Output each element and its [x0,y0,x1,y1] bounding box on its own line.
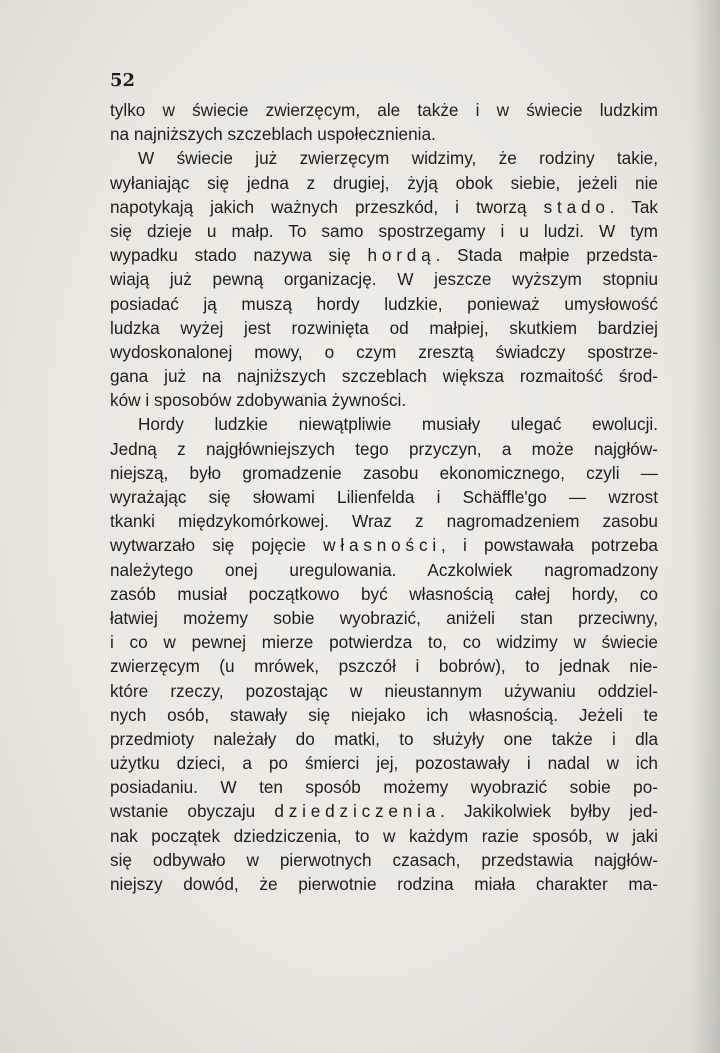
text-segment: wstanie obyczaju [110,801,275,822]
text-segment: gana już na najniższych szczeblach większa rozmaitość środ- [110,366,658,387]
text-line [110,364,658,388]
page-number: 52 [110,70,136,91]
text-segment: . Jakikolwiek byłby jed- [440,801,658,822]
text-segment: łatwiej możemy sobie wyobrazić, aniżeli stan przeciwny, [110,607,658,628]
text-segment: przedmioty należały do matki, to służyły one także i dla [110,728,658,749]
text-segment: niejszą, było gromadzenie zasobu ekonomicznego, czyli — [110,462,658,483]
text-line [110,582,658,606]
text-line [110,122,658,146]
text-line [110,533,658,557]
text-line [110,872,658,896]
text-segment: nak początek dziedziczenia, to w każdym razie sposób, w jaki [110,825,658,846]
text-segment: W świecie już zwierzęcym widzimy, że rodziny takie, [138,148,658,169]
text-line [110,461,658,485]
text-line [110,292,658,316]
text-segment: . Stada małpie przedsta- [435,245,658,266]
text-line [110,267,658,291]
text-segment: wyrażając się słowami Lilienfelda i Schäffle'go — wzrost [110,487,658,507]
text-segment: należytego onej uregulowania. Aczkolwiek nagromadzony [110,559,658,580]
text-line [110,509,658,533]
text-segment: zasób musiał początkowo być własnością całej hordy, co [110,583,658,604]
text-segment: ludzka wyżej jest rozwinięta od małpiej, skutkiem bardziej [110,317,658,338]
body-text [110,98,658,896]
text-line [110,98,658,122]
text-line [110,146,658,170]
emphasized-word: dziedziczenia [274,801,441,822]
text-line [110,243,658,267]
text-line [110,195,658,219]
text-line [110,388,658,412]
emphasized-word: stado [543,196,610,217]
text-line [110,630,658,654]
text-segment: , i powstawała potrzeba [441,535,658,556]
text-segment: wydoskonalonej mowy, o czym zresztą świadczy spostrze- [110,341,658,362]
text-segment: Jedną z najgłówniejszych tego przyczyn, a może najgłów- [110,438,658,459]
text-segment: wytwarzało się pojęcie [110,535,324,556]
text-line [110,727,658,751]
text-segment: wypadku stado nazywa się [110,245,368,266]
text-line [110,751,658,775]
text-segment: niejszy dowód, że pierwotnie rodzina miała charakter ma- [110,874,658,894]
text-line [110,412,658,436]
text-line [110,848,658,872]
text-segment: . Tak [609,196,658,217]
text-line [110,171,658,195]
text-line [110,654,658,678]
text-segment: tkanki międzykomórkowej. Wraz z nagromadzeniem zasobu [110,511,658,532]
text-segment: się odbywało w pierwotnych czasach, przedstawia najgłów- [110,849,658,870]
text-line [110,824,658,848]
text-segment: posiadać ją muszą hordy ludzkie, ponieważ umysłowość [110,293,658,314]
text-segment: się dzieje u małp. To samo spostrzegamy i u ludzi. W tym [110,220,658,241]
text-segment: Hordy ludzkie niewątpliwie musiały ulegać ewolucji. [138,414,658,435]
text-line [110,437,658,461]
text-segment: które rzeczy, pozostając w nieustannym używaniu oddziel- [110,680,658,701]
text-line [110,775,658,799]
text-line [110,316,658,340]
text-line [110,558,658,582]
text-segment: posiadaniu. W ten sposób możemy wyobrazić sobie po- [110,777,658,798]
text-segment: tylko w świecie zwierzęcym, ale także i w świecie ludzkim [110,100,658,120]
text-segment: na najniższych szczeblach uspołecznienia. [110,124,436,145]
text-segment: ków i sposobów zdobywania żywności. [110,390,407,411]
text-segment: napotykają jakich ważnych przeszkód, i tworzą [110,196,544,217]
text-segment: zwierzęcym (u mrówek, pszczół i bobrów), to jednak nie- [110,656,658,677]
text-line [110,679,658,703]
text-segment: użytku dzieci, a po śmierci jej, pozostawały i nadal w ich [110,753,658,774]
emphasized-word: hordą [367,245,436,266]
text-segment: wyłaniając się jedna z drugiej, żyją obok siebie, jeżeli nie [110,172,658,193]
emphasized-word: własności [323,535,441,556]
text-line [110,219,658,243]
text-line [110,485,658,509]
text-line [110,606,658,630]
text-line [110,340,658,364]
text-segment: nych osób, stawały się niejako ich własnością. Jeżeli te [110,704,658,725]
text-segment: wiają już pewną organizację. W jeszcze wyższym stopniu [110,269,658,290]
page-edge-shadow [690,0,720,1053]
text-segment: i co w pewnej mierze potwierdza to, co widzimy w świecie [110,632,658,653]
text-line [110,799,658,823]
text-line [110,703,658,727]
